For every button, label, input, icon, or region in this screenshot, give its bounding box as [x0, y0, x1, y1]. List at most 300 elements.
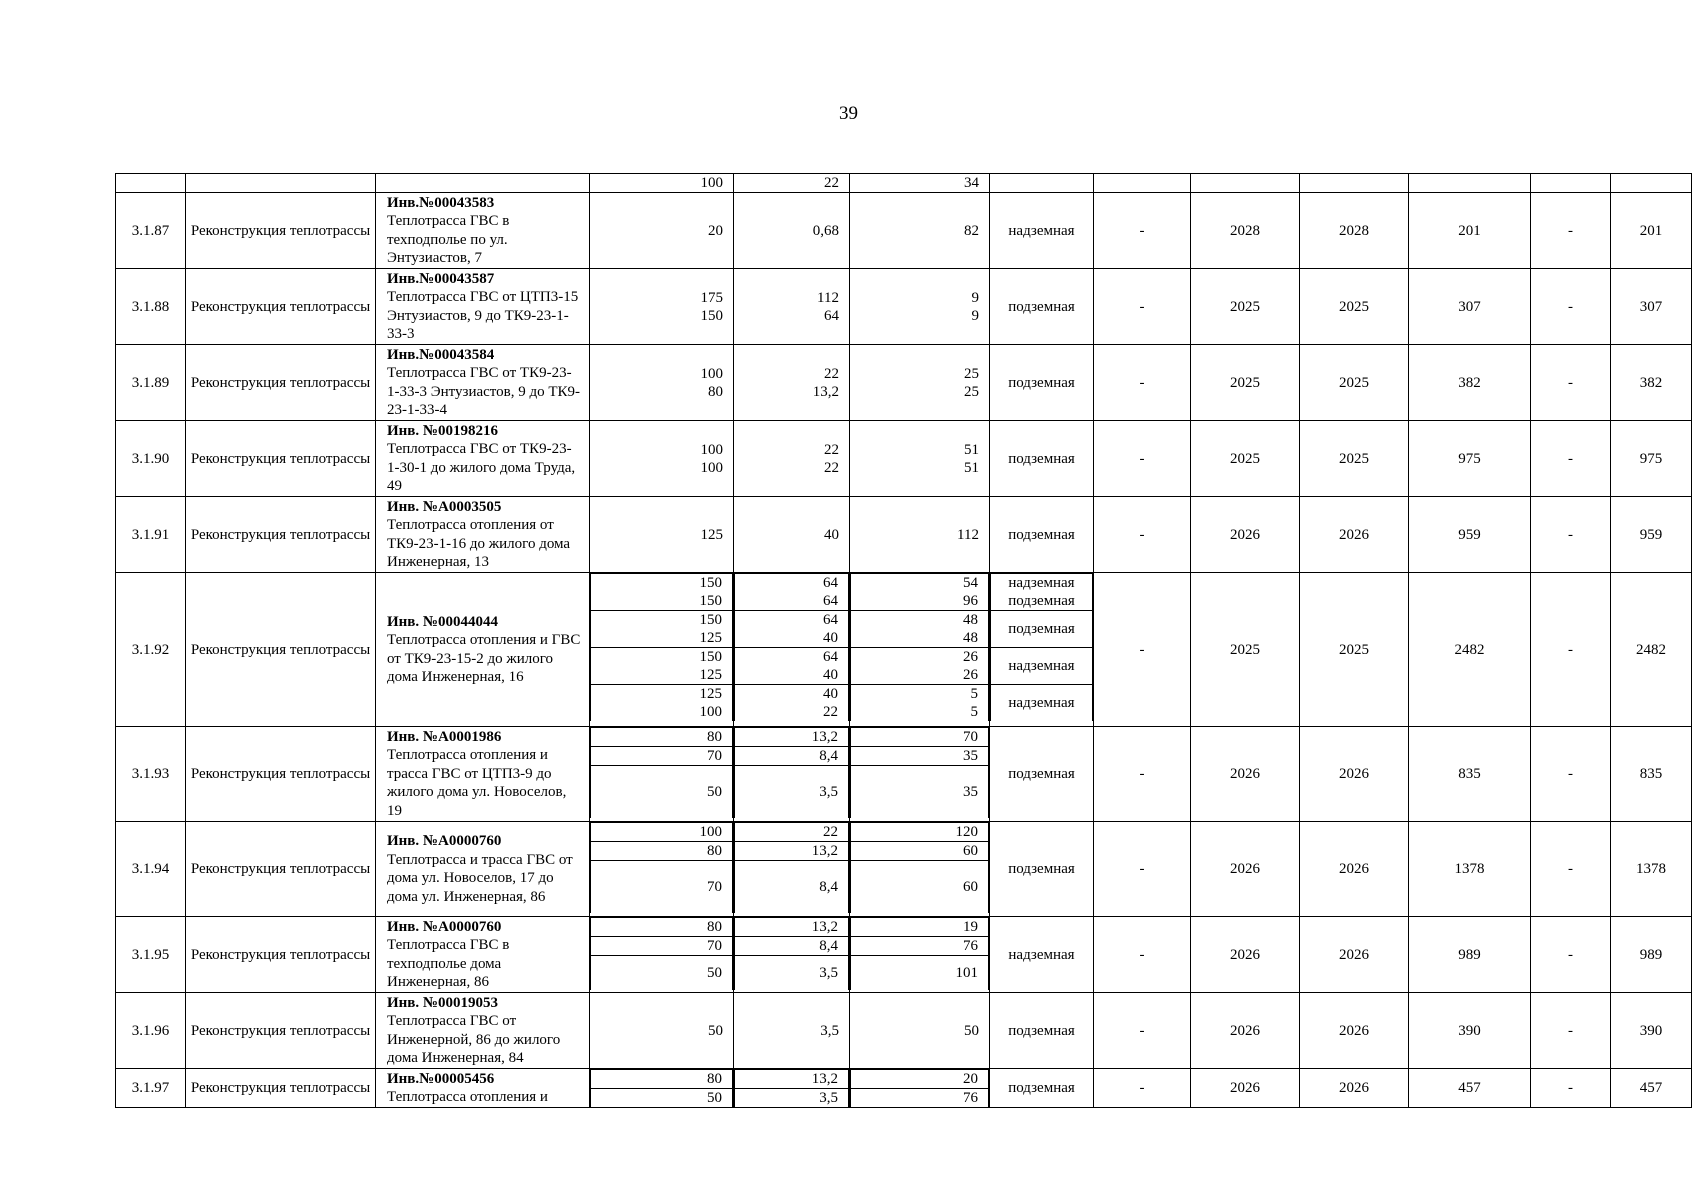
diameter-cell	[590, 993, 734, 1069]
length-cell	[850, 269, 990, 345]
diameter-cell: 80	[591, 1070, 733, 1089]
end-year-cell: 2025	[1300, 269, 1409, 345]
diameter-cell	[591, 685, 733, 722]
sub-row	[735, 766, 849, 819]
area-cell: 22	[734, 174, 850, 193]
item-number-cell: 3.1.89	[116, 345, 186, 421]
pipeline-description: Теплотрасса ГВС от ТК9-23-1-30-1 до жилого дома Труда, 49	[387, 441, 576, 494]
table-row	[116, 421, 1692, 497]
action-cell: Реконструкция теплотрассы	[186, 727, 376, 822]
start-year-cell: 2028	[1191, 193, 1300, 269]
total-cell: 989	[1611, 917, 1692, 993]
diameter-cell	[590, 269, 734, 345]
pipeline-description: Теплотрасса ГВС от ТК9-23-1-33-3 Энтузиастов, 9 до ТК9-23-1-33-4	[387, 365, 581, 418]
pipeline-description: Теплотрасса отопления от ТК9-23-1-16 до жилого дома Инженерная, 13	[387, 517, 571, 570]
sub-row	[735, 823, 849, 842]
total-cell: 975	[1611, 421, 1692, 497]
inventory-number: Инв. №А0000760	[387, 833, 502, 849]
total-cell: 307	[1611, 269, 1692, 345]
sub-row	[591, 842, 733, 861]
laying-type-cell: надземная	[990, 193, 1094, 269]
sub-table	[850, 727, 989, 818]
col-cell	[1531, 174, 1611, 193]
table-row	[116, 497, 1692, 573]
diameter-cell	[590, 193, 734, 269]
desc-cell	[376, 174, 590, 193]
action-cell: Реконструкция теплотрассы	[186, 421, 376, 497]
diameter-cell: 80	[591, 918, 733, 937]
cost-cell: 989	[1409, 917, 1531, 993]
area-value: 0,68	[812, 222, 839, 239]
sub-row	[591, 918, 733, 937]
diameter-value: 125	[700, 526, 723, 543]
length-value: 82	[964, 222, 979, 239]
area-cell: 13,2	[735, 1070, 849, 1089]
cost-cell: 457	[1409, 1069, 1531, 1108]
laying-type-cell: подземная	[990, 1069, 1094, 1108]
pipeline-description: Теплотрасса отопления и трасса ГВС от ЦТП3-9 до жилого дома ул. Новоселов, 19	[387, 747, 567, 819]
area-value: 22	[824, 365, 839, 382]
diameter-value: 80	[708, 383, 723, 400]
num-cell	[116, 174, 186, 193]
sub-table	[850, 1069, 989, 1107]
total-cell: 2482	[1611, 573, 1692, 727]
sub-row	[851, 728, 989, 747]
area-cell: 8,4	[735, 937, 849, 956]
desc-text	[387, 918, 583, 992]
item-number-cell: 3.1.90	[116, 421, 186, 497]
laying-type-cell	[991, 611, 1093, 648]
area-cell	[735, 574, 849, 611]
desc-cell	[376, 345, 590, 421]
sub-table	[734, 822, 849, 913]
diameter-value: 175	[700, 289, 723, 306]
area-value: 64	[823, 593, 838, 609]
area-value: 40	[823, 686, 838, 702]
diameter-value: 125	[699, 686, 722, 702]
area-cell: 13,2	[735, 842, 849, 861]
sub-row	[735, 861, 849, 914]
cost-cell: 390	[1409, 993, 1531, 1069]
sub-row	[591, 728, 733, 747]
sub-table	[850, 573, 989, 721]
pipeline-description: Теплотрасса ГВС от ЦТП3-15 Энтузиастов, 9 до ТК9-23-1-33-3	[387, 289, 579, 342]
total-cell: 959	[1611, 497, 1692, 573]
start-year-cell: 2025	[1191, 573, 1300, 727]
length-value: 51	[964, 441, 979, 458]
diameter-value: 150	[699, 575, 722, 591]
action-cell: Реконструкция теплотрассы	[186, 497, 376, 573]
length-cell: 70	[851, 728, 989, 747]
sub-row	[735, 685, 849, 722]
dash-cell: -	[1531, 573, 1611, 727]
dash-cell: -	[1094, 727, 1191, 822]
desc-text	[387, 498, 583, 572]
area-value: 112	[817, 289, 839, 306]
length-cell: 76	[851, 1089, 989, 1108]
diameter-cell	[590, 345, 734, 421]
area-value: 22	[824, 459, 839, 476]
desc-text	[387, 994, 583, 1068]
laying-type-cell: подземная	[990, 421, 1094, 497]
laying-type-value: подземная	[1008, 593, 1075, 609]
table-row	[116, 174, 1692, 193]
cost-cell: 835	[1409, 727, 1531, 822]
sub-table	[590, 727, 733, 818]
dash-cell: -	[1094, 822, 1191, 917]
area-value: 3,5	[820, 1022, 839, 1039]
diameter-cell	[590, 573, 734, 727]
end-year-cell: 2026	[1300, 497, 1409, 573]
length-cell	[850, 497, 990, 573]
length-value: 54	[963, 575, 978, 591]
desc-text	[387, 613, 583, 687]
length-value: 26	[963, 667, 978, 683]
sub-row	[591, 747, 733, 766]
col-cell	[1611, 174, 1692, 193]
length-cell: 20	[851, 1070, 989, 1089]
sub-row	[851, 937, 989, 956]
length-cell	[850, 727, 990, 822]
diameter-value: 100	[700, 441, 723, 458]
table-row	[116, 993, 1692, 1069]
start-year-cell: 2025	[1191, 269, 1300, 345]
area-value: 64	[823, 612, 838, 628]
desc-text	[387, 346, 583, 420]
area-cell	[734, 573, 850, 727]
laying-type-cell: подземная	[990, 497, 1094, 573]
sub-row	[591, 861, 733, 914]
sub-table	[734, 727, 849, 818]
table-row	[116, 573, 1692, 727]
desc-cell	[376, 917, 590, 993]
laying-type-cell: подземная	[990, 727, 1094, 822]
length-cell: 35	[851, 747, 989, 766]
dash-cell: -	[1094, 345, 1191, 421]
desc-cell	[376, 822, 590, 917]
diameter-value: 125	[699, 630, 722, 646]
length-value: 51	[964, 459, 979, 476]
sub-row	[735, 574, 849, 611]
sub-row	[851, 574, 989, 611]
length-value: 26	[963, 649, 978, 665]
length-value: 50	[964, 1022, 979, 1039]
cost-cell: 307	[1409, 269, 1531, 345]
sub-table	[850, 822, 989, 913]
diameter-value: 150	[700, 307, 723, 324]
sub-row	[735, 1089, 849, 1108]
length-cell	[850, 421, 990, 497]
start-year-cell: 2026	[1191, 993, 1300, 1069]
sub-row	[851, 861, 989, 914]
table-row	[116, 1069, 1692, 1108]
sub-row	[735, 1070, 849, 1089]
desc-cell	[376, 1069, 590, 1108]
sub-row	[591, 823, 733, 842]
diameter-cell	[590, 917, 734, 993]
length-value: 112	[957, 526, 979, 543]
length-value: 5	[970, 686, 978, 702]
cost-cell: 1378	[1409, 822, 1531, 917]
start-year-cell: 2026	[1191, 497, 1300, 573]
area-value: 64	[823, 649, 838, 665]
laying-type-cell: надземная	[990, 917, 1094, 993]
length-value: 25	[964, 383, 979, 400]
sub-row	[735, 937, 849, 956]
dash-cell: -	[1531, 193, 1611, 269]
sub-row	[851, 842, 989, 861]
diameter-cell: 50	[591, 766, 733, 819]
sub-row	[591, 937, 733, 956]
inventory-number: Инв. №00019053	[387, 994, 498, 1011]
diameter-cell: 50	[591, 956, 733, 991]
diameter-cell: 80	[591, 842, 733, 861]
dash-cell: -	[1531, 727, 1611, 822]
diameter-value: 20	[708, 222, 723, 239]
diameter-value: 150	[699, 649, 722, 665]
laying-type-value: надземная	[1008, 575, 1075, 591]
dash-cell: -	[1531, 1069, 1611, 1108]
action-cell: Реконструкция теплотрассы	[186, 269, 376, 345]
length-cell	[851, 648, 989, 685]
length-value: 9	[971, 307, 979, 324]
sub-row	[591, 1070, 733, 1089]
diameter-value: 150	[699, 593, 722, 609]
start-year-cell: 2025	[1191, 345, 1300, 421]
length-value: 9	[971, 289, 979, 306]
area-cell	[735, 648, 849, 685]
sub-row	[991, 611, 1093, 648]
end-year-cell: 2025	[1300, 573, 1409, 727]
pipeline-description: Теплотрасса ГВС в техподполье по ул. Энтузиастов, 7	[387, 213, 510, 266]
col-cell	[1409, 174, 1531, 193]
sub-row	[851, 648, 989, 685]
desc-text	[387, 1070, 583, 1107]
area-value: 64	[823, 575, 838, 591]
table-row	[116, 345, 1692, 421]
desc-text	[387, 728, 583, 821]
area-value: 22	[823, 704, 838, 720]
start-year-cell: 2026	[1191, 822, 1300, 917]
inventory-number: Инв. №А0001986	[387, 728, 502, 745]
cost-cell: 382	[1409, 345, 1531, 421]
desc-cell	[376, 497, 590, 573]
area-cell: 8,4	[735, 861, 849, 914]
item-number-cell: 3.1.94	[116, 822, 186, 917]
cost-cell: 201	[1409, 193, 1531, 269]
length-cell	[850, 573, 990, 727]
area-cell	[734, 727, 850, 822]
inventory-number: Инв.№00043583	[387, 194, 495, 211]
length-value: 96	[963, 593, 978, 609]
sub-table	[850, 917, 989, 990]
diameter-cell	[591, 611, 733, 648]
diameter-cell: 100	[590, 174, 734, 193]
page-number: 39	[839, 103, 858, 124]
dash-cell: -	[1531, 993, 1611, 1069]
desc-text	[387, 422, 583, 496]
diameter-value: 100	[700, 459, 723, 476]
laying-type-cell: подземная	[990, 993, 1094, 1069]
inventory-number: Инв. №00044044	[387, 613, 498, 630]
area-cell: 13,2	[735, 728, 849, 747]
total-cell: 835	[1611, 727, 1692, 822]
pipeline-description: Теплотрасса отопления и ГВС от ТК9-23-15-2 до жилого дома Инженерная, 16	[387, 632, 581, 685]
length-cell: 76	[851, 937, 989, 956]
item-number-cell: 3.1.97	[116, 1069, 186, 1108]
item-number-cell: 3.1.96	[116, 993, 186, 1069]
end-year-cell: 2025	[1300, 421, 1409, 497]
sub-row	[851, 611, 989, 648]
dash-cell: -	[1094, 1069, 1191, 1108]
desc-cell	[376, 193, 590, 269]
laying-type-cell: подземная	[990, 345, 1094, 421]
diameter-value: 125	[699, 667, 722, 683]
pipeline-description: Теплотрасса ГВС в техподполье дома Инженерная, 86	[387, 937, 510, 990]
cost-cell: 2482	[1409, 573, 1531, 727]
length-cell	[850, 917, 990, 993]
inventory-number: Инв.№00005456	[387, 1070, 495, 1087]
item-number-cell: 3.1.92	[116, 573, 186, 727]
area-cell: 8,4	[735, 747, 849, 766]
area-cell: 13,2	[735, 918, 849, 937]
area-cell	[734, 497, 850, 573]
laying-type-cell: подземная	[990, 269, 1094, 345]
total-cell: 457	[1611, 1069, 1692, 1108]
area-value: 40	[824, 526, 839, 543]
length-cell: 19	[851, 918, 989, 937]
area-cell	[734, 421, 850, 497]
dash-cell: -	[1531, 421, 1611, 497]
sub-table	[734, 573, 849, 721]
length-cell	[850, 193, 990, 269]
start-year-cell: 2026	[1191, 727, 1300, 822]
sub-row	[735, 918, 849, 937]
length-cell: 35	[851, 766, 989, 819]
inventory-number: Инв. №А0003505	[387, 498, 502, 515]
end-year-cell: 2026	[1300, 1069, 1409, 1108]
sub-row	[851, 918, 989, 937]
diameter-cell	[591, 574, 733, 611]
area-cell	[734, 345, 850, 421]
action-cell: Реконструкция теплотрассы	[186, 917, 376, 993]
diameter-cell	[591, 648, 733, 685]
laying-type-cell	[991, 685, 1093, 722]
sub-table	[590, 822, 733, 913]
desc-text	[387, 194, 583, 268]
sub-table	[590, 573, 733, 721]
diameter-cell	[590, 1069, 734, 1108]
pipeline-description: Теплотрасса ГВС от Инженерной, 86 до жилого дома Инженерная, 84	[387, 1013, 561, 1066]
diameter-value: 150	[699, 612, 722, 628]
sub-row	[991, 574, 1093, 611]
sub-row	[591, 685, 733, 722]
area-cell: 3,5	[735, 766, 849, 819]
item-number-cell: 3.1.88	[116, 269, 186, 345]
diameter-cell: 70	[591, 937, 733, 956]
area-cell: 3,5	[735, 1089, 849, 1108]
table-row	[116, 193, 1692, 269]
end-year-cell: 2028	[1300, 193, 1409, 269]
diameter-cell: 80	[591, 728, 733, 747]
length-cell: 60	[851, 842, 989, 861]
dash-cell: -	[1094, 993, 1191, 1069]
end-year-cell: 2026	[1300, 727, 1409, 822]
inventory-number: Инв.№00043587	[387, 270, 495, 287]
pipeline-description: Теплотрасса отопления и	[387, 1089, 548, 1105]
action-cell: Реконструкция теплотрассы	[186, 1069, 376, 1108]
sub-row	[991, 685, 1093, 722]
inventory-number: Инв. №А0000760	[387, 918, 502, 935]
laying-type-value: надземная	[1008, 695, 1075, 711]
area-value: 40	[823, 630, 838, 646]
dash-cell: -	[1531, 917, 1611, 993]
sub-row	[591, 611, 733, 648]
area-value: 40	[823, 667, 838, 683]
laying-type-value: надземная	[1008, 658, 1075, 674]
col-cell	[1094, 174, 1191, 193]
inventory-number: Инв.№00043584	[387, 346, 495, 363]
sub-row	[735, 842, 849, 861]
item-number-cell: 3.1.95	[116, 917, 186, 993]
diameter-cell	[590, 497, 734, 573]
desc-cell	[376, 727, 590, 822]
table-row	[116, 727, 1692, 822]
area-cell	[734, 1069, 850, 1108]
laying-type-cell	[991, 648, 1093, 685]
dash-cell: -	[1094, 497, 1191, 573]
sub-row	[851, 1089, 989, 1108]
diameter-value: 50	[708, 1022, 723, 1039]
sub-row	[735, 611, 849, 648]
sub-row	[735, 747, 849, 766]
dash-cell: -	[1531, 269, 1611, 345]
laying-type-value: подземная	[1008, 621, 1075, 637]
length-cell	[851, 611, 989, 648]
total-cell: 1378	[1611, 822, 1692, 917]
sub-row	[591, 1089, 733, 1108]
diameter-cell: 70	[591, 747, 733, 766]
action-cell: Реконструкция теплотрассы	[186, 822, 376, 917]
length-cell	[850, 345, 990, 421]
sub-row	[851, 956, 989, 991]
pipeline-description: Теплотрасса и трасса ГВС от дома ул. Новоселов, 17 до дома ул. Инженерная, 86	[387, 851, 573, 905]
length-cell	[850, 822, 990, 917]
sub-row	[851, 823, 989, 842]
area-cell	[735, 685, 849, 722]
sub-row	[991, 648, 1093, 685]
area-cell: 3,5	[735, 956, 849, 991]
total-cell: 390	[1611, 993, 1692, 1069]
start-year-cell: 2026	[1191, 917, 1300, 993]
projects-table	[115, 173, 1692, 1108]
sub-row	[591, 648, 733, 685]
desc-cell	[376, 573, 590, 727]
end-year-cell: 2026	[1300, 993, 1409, 1069]
sub-row	[851, 766, 989, 819]
length-value: 25	[964, 365, 979, 382]
area-value: 22	[824, 441, 839, 458]
item-number-cell: 3.1.93	[116, 727, 186, 822]
diameter-value: 100	[699, 704, 722, 720]
sub-table	[590, 1069, 733, 1107]
length-cell	[850, 1069, 990, 1108]
action-cell: Реконструкция теплотрассы	[186, 573, 376, 727]
laying-type-cell	[990, 573, 1094, 727]
desc-text	[387, 270, 583, 344]
length-cell	[851, 574, 989, 611]
end-year-cell: 2025	[1300, 345, 1409, 421]
